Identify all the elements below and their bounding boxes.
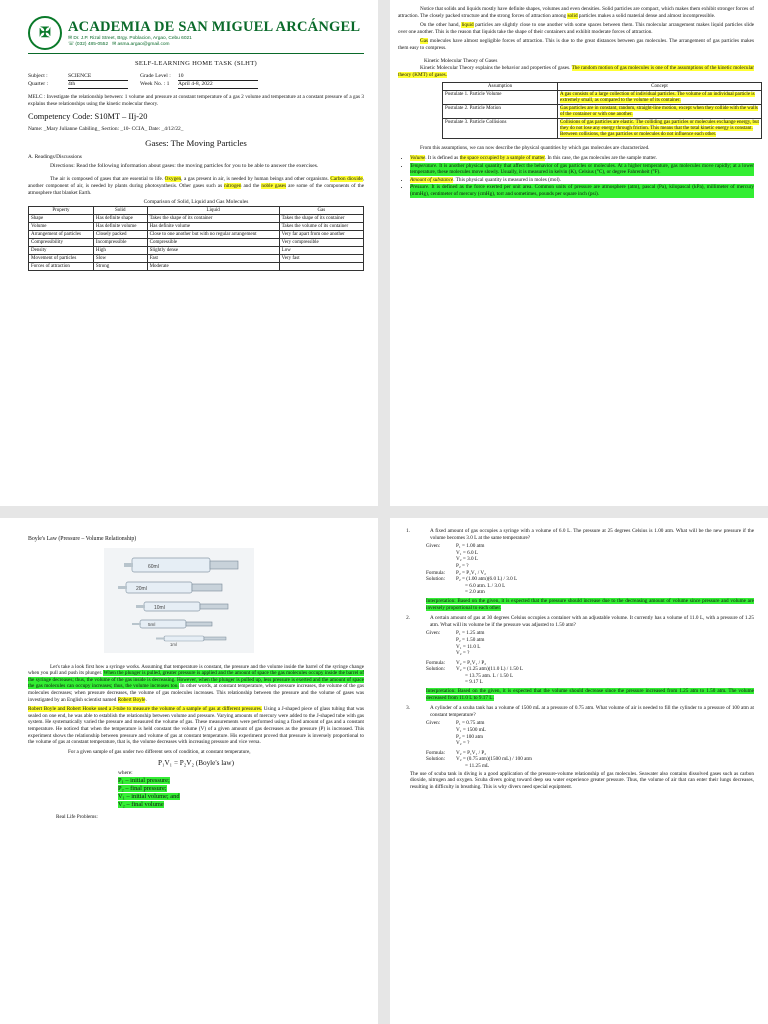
syringe-label: 10ml bbox=[154, 604, 165, 611]
school-name: ACADEMIA DE SAN MIGUEL ARCÁNGEL bbox=[68, 18, 361, 35]
doc-title: SELF-LEARNING HOME TASK (SLHT) bbox=[134, 60, 258, 67]
table-cell: High bbox=[93, 247, 147, 255]
table-cell bbox=[279, 263, 363, 271]
formula-label: Formula: bbox=[426, 749, 446, 756]
table-cell: Arrangement of particles bbox=[29, 231, 94, 239]
table-cell: Has definite volume bbox=[147, 223, 279, 231]
problem-2 bbox=[398, 615, 754, 630]
text-run: In other words, at constant temperature, when pressure increases, the volume of the gas molecules decreases; when pressure decreases, the volume of gas molecules increases. This relationship between the pressure and the volume of gases was investigated by an English scientist named bbox=[28, 683, 364, 703]
table-row bbox=[443, 119, 762, 139]
hl-volume-def: the space occupied by a sample of matter bbox=[459, 154, 545, 161]
hl-gas: Gas bbox=[420, 38, 429, 45]
solution-line: = 9.17 L bbox=[465, 679, 483, 686]
school-seal-icon: ✠ bbox=[28, 16, 62, 50]
table-cell: Forces of attraction bbox=[29, 263, 94, 271]
problem-number: 1. bbox=[406, 528, 410, 534]
table-cell: Compressibility bbox=[29, 239, 94, 247]
week-value: April 4-8, 2022 bbox=[178, 81, 258, 89]
given-item: V₂ = ? bbox=[456, 740, 470, 747]
interpretation bbox=[426, 598, 754, 611]
given-sample-paragraph: For a given sample of gas under two different sets of condition, at constant temperature, bbox=[68, 748, 251, 755]
name-line: Name: _Mary Julianne Cabiling_ Section: _10- CCIA_ Date: _4/12/22_ bbox=[28, 126, 184, 133]
var-p1 bbox=[118, 777, 364, 785]
table-cell: Incompressible bbox=[93, 239, 147, 247]
table-cell: Very fast bbox=[279, 255, 363, 263]
section-a: A. Readings/Discussions bbox=[28, 154, 82, 161]
problem-3-work bbox=[426, 720, 754, 769]
given-item: P₁ = 0.75 atm bbox=[456, 720, 485, 727]
text-run: On the other hand, bbox=[420, 22, 462, 29]
page-2 bbox=[390, 0, 768, 506]
hl-kmt: The random motion of gas molecules is one of the assumptions of the kinetic molecular theory (KMT) of gases. bbox=[398, 65, 754, 78]
list-item bbox=[410, 177, 754, 184]
table-cell: Movement of particles bbox=[29, 255, 94, 263]
given-label: Given: bbox=[426, 630, 441, 637]
hl-var: P₁ – initial pressure; bbox=[118, 777, 170, 785]
kmt-table bbox=[442, 82, 762, 139]
table-cell: Volume bbox=[29, 223, 94, 231]
states-comparison-table bbox=[28, 206, 364, 271]
competency-code: Competency Code: S10MT – IIj-20 bbox=[28, 112, 148, 122]
interpretation bbox=[426, 688, 754, 701]
solution-block bbox=[426, 666, 754, 686]
solution-line: V₂ = (1.25 atm)(11.0 L) / 1.50 L bbox=[456, 666, 524, 673]
table-cell: Takes the volume of its container bbox=[279, 223, 363, 231]
school-address: ✉ Dr. J.P. Rizal Street, Brgy. Poblacion, Argao, Cebu 6021 bbox=[68, 35, 192, 41]
table-cell: Compressible bbox=[147, 239, 279, 247]
given-item: V₁ = 1500 mL bbox=[456, 727, 486, 734]
table-cell: Moderate bbox=[147, 263, 279, 271]
table2-header: Assumption bbox=[443, 83, 558, 91]
page-4 bbox=[390, 518, 768, 1024]
given-item: V₁ = 11.0 L bbox=[456, 643, 481, 650]
problem-3 bbox=[398, 705, 754, 720]
given-item: P₂ = ? bbox=[456, 562, 469, 569]
given-item: P₂ = 100 atm bbox=[456, 733, 484, 740]
text-run: . It is defined as the force exerted per unit area. Common units of pressure are atmosphere (atm), pascal (Pa), kilopascal (kPa), millimeter of mercury (mmHg), centimeter of mercury (cmHg), torr and sometimes, pounds per square inch (psi). bbox=[410, 184, 754, 197]
grade-label: Grade Level : bbox=[140, 73, 171, 79]
problem-text: A certain amount of gas at 30 degrees Celsius occupies a container with an adjustable volume. It currently has a volume of 11.0 L, with a pressure of 1.25 atm. What will its volume be if the pressure was adjusted to 1.50 atm? bbox=[430, 615, 754, 628]
formula-label: Formula: bbox=[426, 569, 446, 576]
table-cell: Postulate 1. Particle Volume bbox=[443, 91, 558, 105]
hl-oxygen: Oxygen bbox=[164, 176, 182, 183]
school-email: ✉ asma.argao@gmail.com bbox=[112, 41, 170, 47]
text-run: . In this case, the gas molecules are the sample matter. bbox=[544, 154, 657, 161]
solution-line: V₂ = (0.75 atm)(1500 mL) / 100 atm bbox=[456, 756, 532, 763]
assumptions-paragraph: From this assumptions, we can now describe the physical quantities by which gas molecules are characterized. bbox=[420, 145, 650, 152]
table1-header: Gas bbox=[279, 207, 363, 215]
var-v1 bbox=[118, 793, 364, 801]
solution-line: = 13.75 atm. L / 1.50 L bbox=[465, 672, 514, 679]
page-3 bbox=[0, 518, 378, 1024]
hl-postulate-1: A gas consists of a large collection of individual particles. The volume of an individual particle is extremely small, as compared to the volume of its container. bbox=[560, 91, 755, 103]
var-p2 bbox=[118, 785, 364, 793]
table-cell: Low bbox=[279, 247, 363, 255]
syringe-paragraph: Let's take a look first how a syringe works. Assuming that temperature is constant, the pressure and the volume inside the barrel of the syringe change when you pull and push its plunger. When the plunger is pulled, greater pressure is applied and the amount of space the gas molecules occupy inside the barrel of the syringe decreases; thus, the volume of the gas inside is decreasing. However, when the plunger is pulled up, less pressure is exerted and the amount of space the gas molecules can occupy increases; thus, the volume increases too. In other words, at constant temperature, when pressure increases, the volume of the gas molecules decreases; when pressure decreases, the volume of gas molecules increases. This relationship between the pressure and the volume of gases was investigated by an English scientist named Robert Boyle. bbox=[28, 663, 365, 703]
solution-label: Solution: bbox=[426, 666, 446, 673]
formula-text: P₂ = P₁V₁ / V₂ bbox=[456, 569, 486, 576]
table-cell: Slow bbox=[93, 255, 147, 263]
kmt-paragraph bbox=[398, 65, 754, 78]
gases-paragraph bbox=[398, 38, 754, 51]
melc: MELC : Investigate the relationship between: 1 volume and pressure at constant temperature of a gas 2 volume and temperature at a constant pressure of a gas 3 explains these relationships using the kinetic molecular theory. bbox=[28, 94, 364, 107]
solution-block bbox=[426, 756, 754, 769]
solution-label: Solution: bbox=[426, 576, 446, 583]
hl-nitrogen: nitrogen bbox=[224, 182, 242, 189]
given-item: V₂ = ? bbox=[456, 650, 470, 657]
given-item: P₁ = 1.00 atm bbox=[456, 543, 485, 550]
hl-robert-boyle: Robert Boyle bbox=[117, 696, 146, 703]
week-label: Week No. : 1 bbox=[140, 81, 170, 87]
solution-block bbox=[426, 576, 754, 596]
term-temperature: Temperature bbox=[410, 162, 437, 169]
term-amount: Amount of substance bbox=[410, 176, 454, 183]
table1-header: Liquid bbox=[147, 207, 279, 215]
table1-header: Solid bbox=[93, 207, 147, 215]
table-cell: Very compressible bbox=[279, 239, 363, 247]
formula-label: Formula: bbox=[426, 659, 446, 666]
table-cell bbox=[558, 105, 762, 119]
grade-value: 10 bbox=[178, 73, 258, 81]
given-block bbox=[426, 630, 754, 656]
problem-text: A fixed amount of gas occupies a syringe with a volume of 6.0 L. The pressure at 25 degrees Celsius is 1.00 atm. What will be the new pressure if the volume becomes 3.0 L at the same temperature? bbox=[430, 528, 754, 541]
list-item bbox=[410, 163, 754, 176]
solution-line: = 6.0 atm. L / 3.0 L bbox=[465, 582, 506, 589]
list-item bbox=[410, 184, 754, 197]
table-cell: Takes the shape of its container bbox=[279, 215, 363, 223]
table1-caption: Comparison of Solid, Liquid and Gas Molecules bbox=[143, 199, 249, 206]
given-item: P₁ = 1.25 atm bbox=[456, 630, 485, 637]
table-row bbox=[29, 255, 364, 263]
text-run: The air is composed of gases that are essential to life. bbox=[50, 176, 165, 183]
text-run: Let's take a look first how a syringe works. Assuming that temperature is constant, the pressure and the volume inside the barrel of the syringe change when you pull and push its plunger. bbox=[28, 663, 364, 677]
hl-interpretation: Interpretation: Based on the given, it is expected that the pressure should increase due to the decreasing amount of volume since pressure and volume are inversely proportional to each other. bbox=[426, 597, 754, 611]
text-run: . This physical quantity is measured in moles (mol). bbox=[453, 176, 561, 183]
table-cell: Fast bbox=[147, 255, 279, 263]
table-cell bbox=[558, 119, 762, 139]
lesson-title: Gases: The Moving Particles bbox=[145, 138, 247, 149]
hl-var: P₂ – final pressure; bbox=[118, 785, 167, 793]
table-row bbox=[29, 263, 364, 271]
problem-number: 2. bbox=[406, 615, 410, 622]
table-cell: Postulate 3. Particle Collisions bbox=[443, 119, 558, 139]
table-cell: Density bbox=[29, 247, 94, 255]
table-row bbox=[29, 247, 364, 255]
list-item bbox=[410, 155, 754, 162]
header-rule bbox=[28, 53, 364, 54]
solution-line: P₂ = (1.00 atm)(6.0 L) / 3.0 L bbox=[456, 576, 518, 583]
hl-liquid: liquid bbox=[461, 22, 474, 29]
given-item: V₂ = 3.0 L bbox=[456, 556, 479, 563]
hl-carbon-dioxide: Carbon dioxide bbox=[330, 176, 363, 183]
quarter-label: Quarter : bbox=[28, 81, 49, 87]
syringes-image bbox=[104, 548, 254, 653]
solids-paragraph bbox=[398, 6, 754, 19]
table-cell: Has definite shape bbox=[93, 215, 147, 223]
table-cell: Has definite volume bbox=[93, 223, 147, 231]
text-run: . It is another physical quantity that affect the behavior of gas particles or molecules. At a higher temperature, gas molecules move rapidly; at a lower temperature, these molecules move slowly. Usually, it is measured in kelvin (K), Celsius (°C), or degree Fahrenheit (°F). bbox=[410, 162, 754, 176]
table-row bbox=[29, 231, 364, 239]
school-phone: ☏ (032) 485-0552 bbox=[68, 41, 109, 47]
meta-grid bbox=[28, 73, 364, 89]
boyles-formula: P₁V₁ = P₂V₂ (Boyle's law) bbox=[157, 759, 235, 768]
text-run: and the bbox=[241, 182, 262, 189]
text-run: Notice that solids and liquids mostly have definite shapes, volumes and even densities. Solid particles are compact, which makes them exhibit stronger forces of attraction. The closely packed structure and the strong forces of attraction among bbox=[398, 6, 754, 19]
text-run: . It is defined as bbox=[425, 154, 460, 161]
subject-label: Subject : bbox=[28, 73, 48, 79]
formula-text: V₂ = P₁V₁ / P₂ bbox=[456, 749, 487, 756]
table-cell: Close to one another but with no regular arrangement bbox=[147, 231, 279, 239]
given-item: V₁ = 6.0 L bbox=[456, 549, 479, 556]
hl-plunger: When the plunger is pulled, greater pressure is applied and the amount of space the gas molecules occupy inside the barrel of the syringe decreases; thus, the volume of the gas inside is decreasing. However, when the plunger is pulled up, less pressure is exerted and the amount of space the gas molecules can occupy increases; thus, the volume increases too. bbox=[28, 670, 365, 690]
text-run: Using a J-shaped piece of glass tubing that was sealed on one end, he was able to establish the relationship between volume and pressure. Varying amounts of mercury were added to the J-shaped tube with gas system. He systematically varied the pressure and measured the volume of gas. These measurements were performed using a fixed amount of gas and a constant temperature. He noticed that when the temperature is held constant the volume (V) of a given amount of gas decreases as the pressure (P) is increased. This experiment shows the relationship between pressure and volume of gas at constant temperature. His experiment proved that pressure is inversely proportional to the volume of gas at constant temperature, that is, the volume decreases with increasing pressure and vice versa. bbox=[28, 706, 364, 746]
given-item: P₂ = 1.50 atm bbox=[456, 636, 485, 643]
table-row bbox=[443, 105, 762, 119]
hl-postulate-3: Collisions of gas particles are elastic. The colliding gas particles or molecules exchange energy, but they do not lose any energy through friction. This means that the total kinetic energy is constant. Between collisions, the gas particles or molecules do not influence each other. bbox=[560, 119, 759, 137]
hl-var: V₁ – initial volume; and bbox=[118, 793, 180, 801]
solution-line: = 11.25 mL bbox=[465, 763, 490, 769]
table-row bbox=[29, 239, 364, 247]
text-run: particles are slightly close to one another with some spaces between them. This molecular arrangement makes liquid particles slide over one another. This is the reason that liquids take the shape of their containers and exhibit moderate forces of attraction. bbox=[398, 22, 755, 35]
problem-text: A cylinder of a scuba tank has a volume of 1500 mL at a pressure of 0.75 atm. What volume of air is needed to fill the cylinder to a pressure of 100 atm at constant temperature? bbox=[430, 705, 754, 718]
table-cell: Slightly dense bbox=[147, 247, 279, 255]
air-paragraph bbox=[28, 176, 364, 196]
table-cell: Postulate 2. Particle Motion bbox=[443, 105, 558, 119]
real-life-heading: Real Life Problems: bbox=[56, 814, 98, 821]
term-pressure: Pressure bbox=[410, 184, 429, 191]
table-row bbox=[443, 91, 762, 105]
directions: Directions: Read the following information about gases: the moving particles for you to be able to answer the exercises. bbox=[50, 163, 319, 170]
table-row bbox=[29, 223, 364, 231]
where-label: where: bbox=[118, 770, 133, 777]
table-cell: Takes the shape of its container bbox=[147, 215, 279, 223]
jtube-paragraph bbox=[28, 706, 364, 746]
given-label: Given: bbox=[426, 543, 441, 550]
text-run: , a gas present in air, is needed by human beings and other organisms. bbox=[181, 176, 331, 183]
quantities-list bbox=[398, 155, 754, 198]
table-cell: Very far apart from one another bbox=[279, 231, 363, 239]
hl-interpretation: Interpretation: Based on the given, it is expected that the volume should decrease since the pressure increased from 1.25 atm to 1.50 atm. The volume decreased from 11.0 L to 9.17 L. bbox=[426, 688, 754, 701]
given-label: Given: bbox=[426, 720, 441, 727]
hl-jtube: Robert Boyle and Robert Hooke used a J-tube to measure the volume of a sample of gas at different pressures. bbox=[28, 706, 263, 713]
problem-1 bbox=[398, 528, 754, 543]
hl-solid: solid bbox=[567, 12, 578, 19]
liquids-paragraph bbox=[398, 22, 754, 35]
problem-2-work bbox=[426, 630, 754, 701]
kmt-heading: Kinetic Molecular Theory of Gases bbox=[424, 57, 498, 64]
text-run: , another component of air, is needed by plants during photosynthesis. Other gases such as bbox=[28, 176, 364, 189]
solution-label: Solution: bbox=[426, 756, 446, 763]
letterhead bbox=[28, 16, 364, 50]
solution-line: = 2.0 atm bbox=[465, 589, 485, 596]
table-cell: Closely packed bbox=[93, 231, 147, 239]
page-1 bbox=[0, 0, 378, 506]
syringe-label: 60ml bbox=[148, 563, 159, 570]
text-run: particles makes a solid material dense and almost incompressible. bbox=[577, 12, 716, 19]
subject-value: SCIENCE bbox=[68, 73, 128, 81]
text-run: are some of the components of the atmosphere that blanket Earth. bbox=[28, 182, 364, 196]
school-contacts bbox=[68, 42, 360, 48]
given-block bbox=[426, 543, 754, 569]
problem-number: 3. bbox=[406, 705, 410, 712]
var-v2 bbox=[118, 801, 364, 809]
hl-var: V₂ – final volume bbox=[118, 801, 164, 809]
term-volume: Volume bbox=[410, 154, 426, 161]
table-row bbox=[29, 215, 364, 223]
text-run: Kinetic Molecular Theory explains the behavior and properties of gases. bbox=[420, 65, 572, 72]
quarter-value: 4th bbox=[68, 81, 128, 89]
problem-1-work bbox=[426, 543, 754, 611]
table1-header: Property bbox=[29, 207, 94, 215]
table-cell bbox=[558, 91, 762, 105]
hl-postulate-2: Gas particles are in constant, random, straight-line motion, except when they collide with the walls of the container or with one another. bbox=[560, 105, 758, 117]
text-run: molecules have almost negligible forces of attraction. This is due to the great distances between gas molecules. The arrangement of gas particles makes them easy to compress. bbox=[398, 38, 754, 51]
table2-header: Concept bbox=[558, 83, 762, 91]
hl-noble-gases: noble gases bbox=[261, 182, 287, 189]
formula-text: V₂ = P₁V₁ / P₂ bbox=[456, 659, 487, 666]
given-block bbox=[426, 720, 754, 746]
table-cell: Strong bbox=[93, 263, 147, 271]
syringe-label: 20ml bbox=[136, 585, 147, 592]
where-block bbox=[118, 769, 364, 809]
table-cell: Shape bbox=[29, 215, 94, 223]
syringe-label: 1ml bbox=[170, 641, 177, 647]
boyles-law-title: Boyle's Law (Pressure – Volume Relationship) bbox=[28, 536, 137, 542]
scuba-paragraph: The use of scuba tank in diving is a good application of the pressure-volume relationship of gas molecules. Seawater also contains dissolved gases such as carbon dioxide, nitrogen and oxygen. Scuba divers going toward deep sea water experience greater pressure. Thus, the volume of air that can enter their lungs decreases, resulting in difficulty in breathing. This is why divers need special equipment. bbox=[410, 770, 754, 790]
syringe-label: 5ml bbox=[148, 621, 156, 627]
